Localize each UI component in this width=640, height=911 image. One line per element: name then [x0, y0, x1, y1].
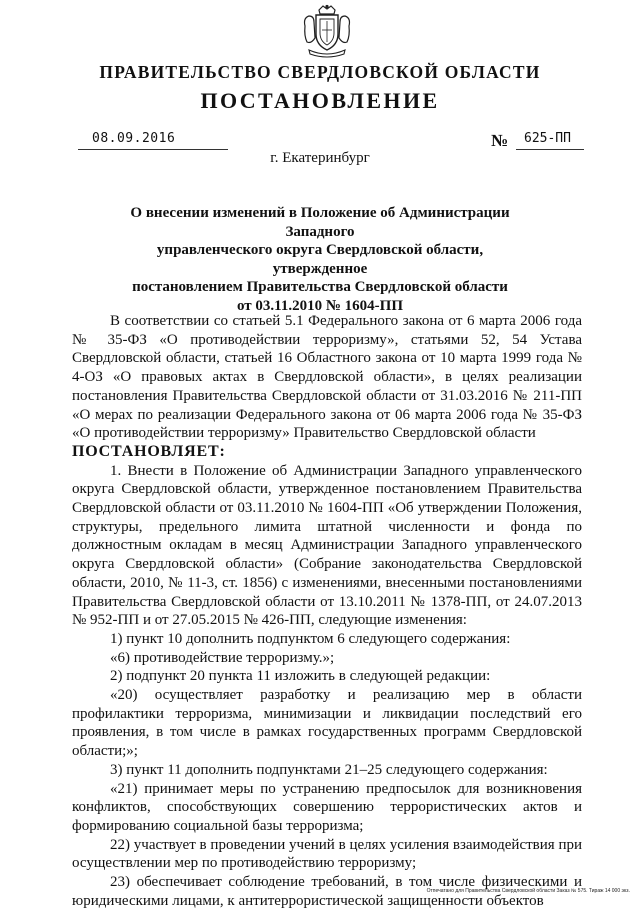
document-subject [110, 204, 530, 315]
subject-line: от 03.11.2010 № 1604-ПП [237, 297, 403, 314]
number-field [516, 131, 584, 150]
print-note: Отпечатано для Правительства Свердловской области Заказ № 575. Тираж 14 000 экз. [426, 888, 630, 894]
government-name: ПРАВИТЕЛЬСТВО СВЕРДЛОВСКОЙ ОБЛАСТИ [99, 62, 541, 82]
body-paragraph: «20) осуществляет разработку и реализацию мер в области профилактики терроризма, минимизации и ликвидации последствий его проявления, в том числе в рамках государственных программ Свердловской области;»; [72, 687, 582, 760]
body-paragraph: 1) пункт 10 дополнить подпунктом 6 следующего содержания: [110, 630, 511, 647]
body-paragraph: 3) пункт 11 дополнить подпунктами 21–25 следующего содержания: [110, 761, 548, 778]
body-paragraph: 22) участвует в проведении учений в целях усиления взаимодействия при осуществлении мер по противодействию терроризму; [72, 836, 582, 872]
document-number: 625-ПП [524, 131, 571, 146]
coat-of-arms-icon [301, 4, 353, 58]
date-field [78, 131, 228, 150]
number-sign: № [491, 131, 509, 150]
subject-line: постановлением Правительства Свердловской области [132, 279, 508, 295]
subject-line: О внесении изменений в Положение об Администрации Западного [130, 205, 510, 240]
body-paragraph: 23) обеспечивает соблюдение требований, в том числе физическими и юридическими лицами, к антитеррористической защищенности объектов [72, 874, 582, 909]
document-body [72, 312, 582, 911]
decree-heading: ПОСТАНОВЛЯЕТ: [72, 442, 226, 460]
document-date: 08.09.2016 [92, 131, 176, 146]
subject-line: управленческого округа Свердловской области, утвержденное [156, 242, 484, 277]
document-type: ПОСТАНОВЛЕНИЕ [200, 88, 440, 113]
body-paragraph: «6) противодействие терроризму.»; [110, 649, 335, 666]
preamble-paragraph: В соответствии со статьей 5.1 Федерального закона от 6 марта 2006 года № 35-ФЗ «О противодействии терроризму», статьями 52, 54 Устава Свердловской области, статьей 16 Областного закона от 10 марта 1999 года № 4-ОЗ «О правовых актах в Свердловской области», в целях реализации постановления Правительства Свердловской области от 31.03.2016 № 211-ПП «О мерах по реализации Федерального закона от 06 марта 2006 года № 35-ФЗ «О противодействии терроризму» Правительство Свердловской области [72, 313, 582, 442]
city-name: г. Екатеринбург [270, 150, 370, 166]
body-paragraph: 2) подпункт 20 пункта 11 изложить в следующей редакции: [110, 668, 491, 685]
body-paragraph: 1. Внести в Положение об Администрации Западного управленческого округа Свердловской области, утвержденное постановлением Правительства Свердловской области от 03.11.2010 № 1604-ПП «Об утверждении Положения, структуры, предельного лимита штатной численности и фонда по должностным окладам в месяц Администрации Западного управленческого округа Свердловской области» (Собрание законодательства Свердловской области, 2010, № 11-3, ст. 1856) с изменениями, внесенными постановлениями Правительства Свердловской области от 13.10.2011 № 1378-ПП, от 24.07.2013 № 952-ПП и от 27.05.2015 № 426-ПП, следующие изменения: [72, 462, 582, 629]
body-paragraph: «21) принимает меры по устранению предпосылок для возникновения конфликтов, способствующих совершению террористических актов и формированию социальной базы терроризма; [72, 780, 582, 834]
